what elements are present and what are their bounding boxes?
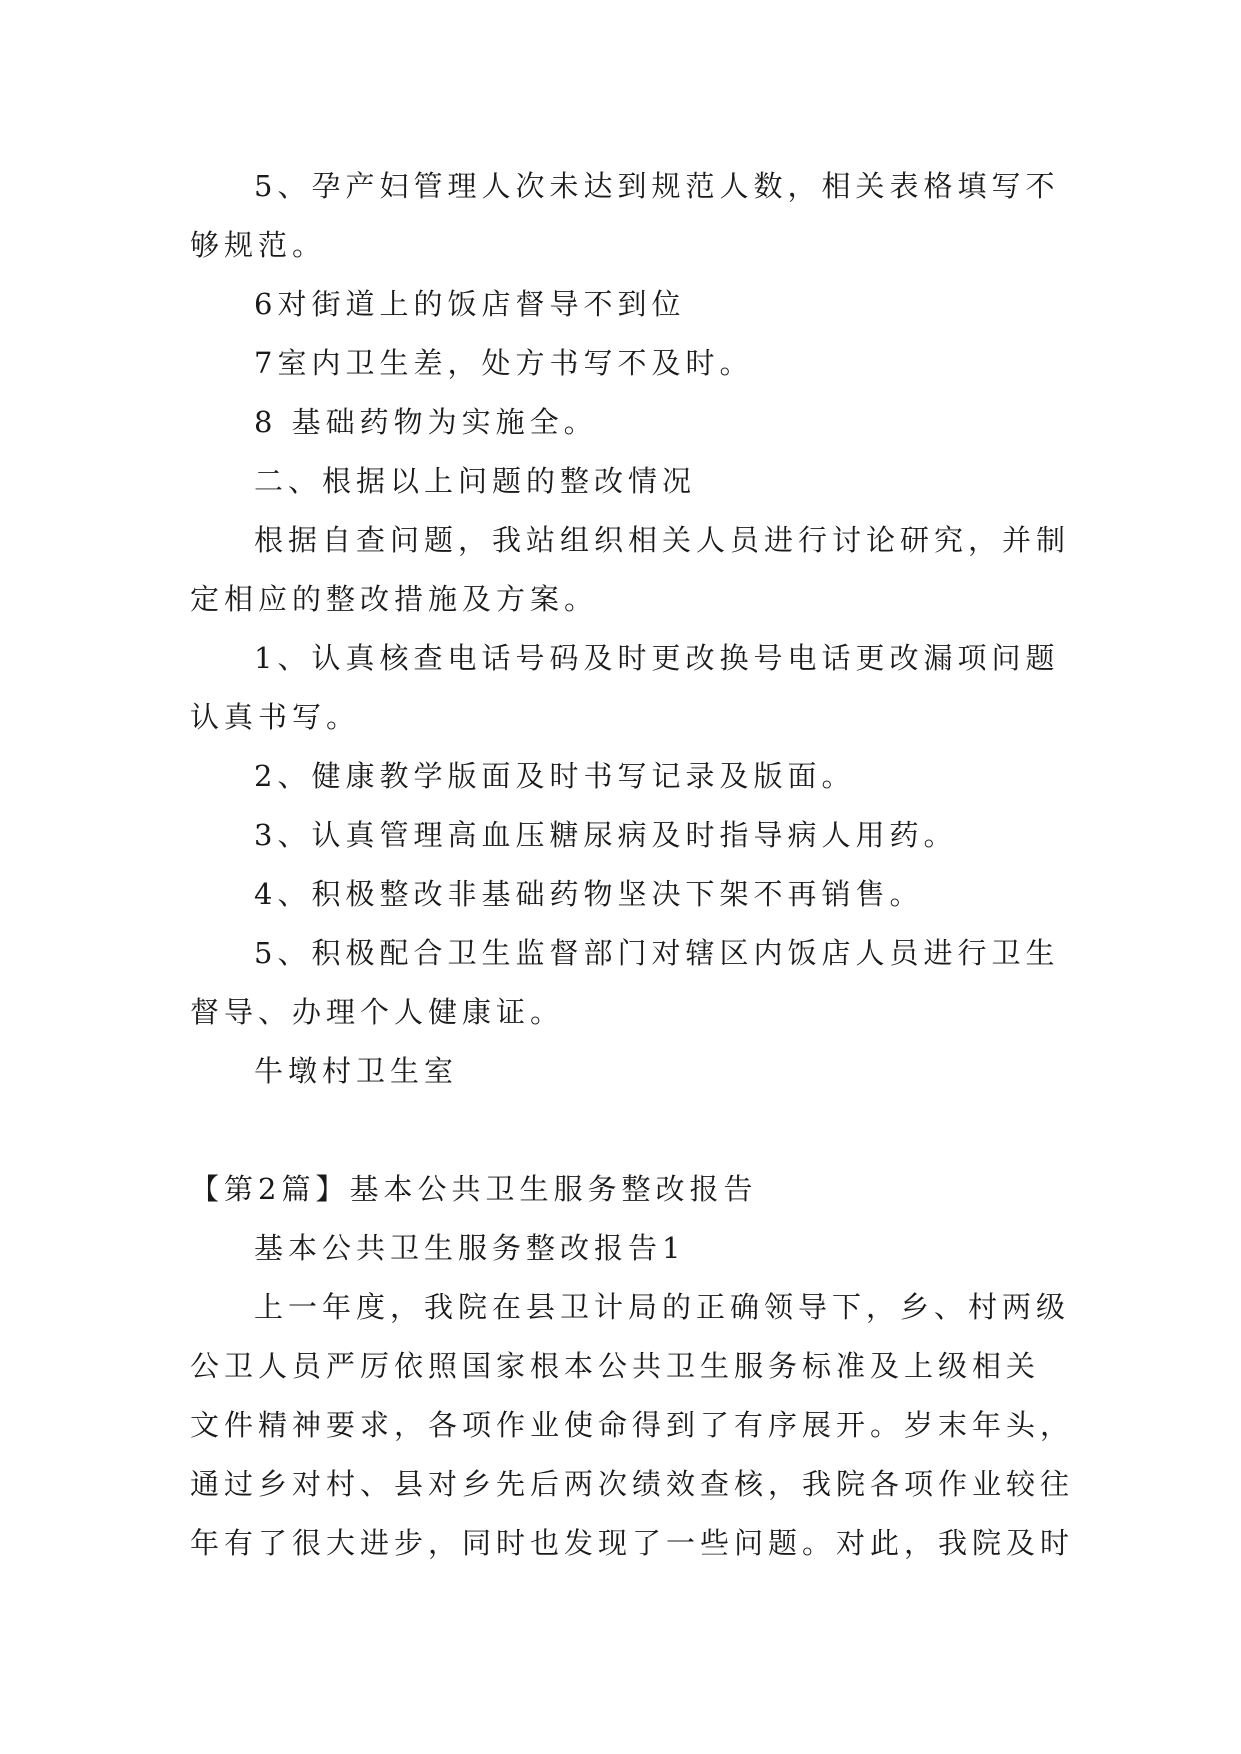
text-line: 根据自查问题，我站组织相关人员进行讨论研究，并制 [254, 523, 1071, 557]
document-body [190, 157, 1075, 1573]
text-line: 基本公共卫生服务整改报告1 [254, 1231, 686, 1265]
text-line: 5、积极配合卫生监督部门对辖区内饭店人员进行卫生 [254, 936, 1060, 970]
text-line: 1、认真核查电话号码及时更改换号电话更改漏项问题 [254, 641, 1060, 675]
text-line: 文件精神要求，各项作业使命得到了有序展开。岁末年头， [190, 1408, 1075, 1442]
text-line: 4、积极整改非基础药物坚决下架不再销售。 [254, 877, 924, 911]
text-line: 定相应的整改措施及方案。 [190, 582, 599, 616]
text-line: 7室内卫生差，处方书写不及时。 [254, 346, 754, 380]
text-line: 督导、办理个人健康证。 [190, 995, 565, 1029]
text-line: 8 基础药物为实施全。 [254, 405, 598, 439]
text-line: 牛墩村卫生室 [254, 1054, 459, 1088]
text-line: 年有了很大进步，同时也发现了一些问题。对此，我院及时 [190, 1526, 1075, 1560]
text-line: 上一年度，我院在县卫计局的正确领导下，乡、村两级 [254, 1290, 1071, 1324]
text-line: 5、孕产妇管理人次未达到规范人数，相关表格填写不 [254, 169, 1060, 203]
text-line: 认真书写。 [190, 700, 361, 734]
section-2-text [190, 1219, 1075, 1573]
section-heading: 【第2篇】基本公共卫生服务整改报告 [190, 1172, 758, 1206]
text-line: 6对街道上的饭店督导不到位 [254, 287, 686, 321]
text-line: 通过乡对村、县对乡先后两次绩效查核，我院各项作业较往 [190, 1467, 1075, 1501]
text-line: 二、根据以上问题的整改情况 [254, 464, 697, 498]
text-line: 3、认真管理高血压糖尿病及时指导病人用药。 [254, 818, 958, 852]
section-gap [190, 1101, 1060, 1160]
text-line: 公卫人员严厉依照国家根本公共卫生服务标准及上级相关 [190, 1349, 1041, 1383]
text-line: 2、健康教学版面及时书写记录及版面。 [254, 759, 856, 793]
section-1-text [190, 157, 1071, 1101]
text-line: 够规范。 [190, 228, 327, 262]
